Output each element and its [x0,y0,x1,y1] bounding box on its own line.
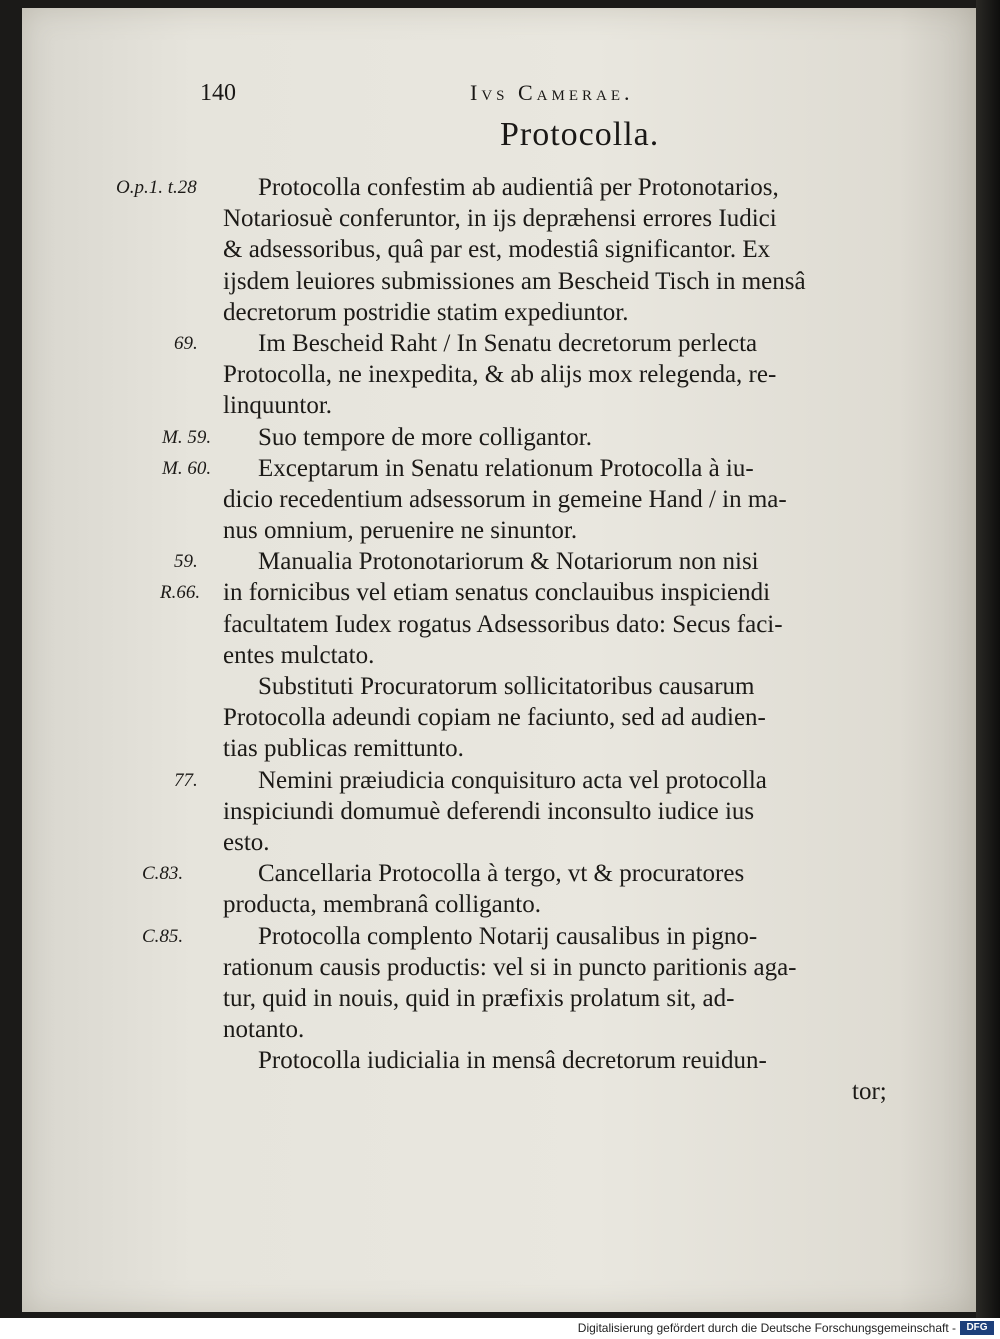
margin-reference: 69. [174,332,198,354]
paragraph [100,453,920,547]
text-line: & adsessoribus, quâ par est, modestiâ significantor. Ex [223,236,771,264]
text-line: dicio recedentium adsessorum in gemeine Hand / in ma- [223,485,787,513]
text-line: Substituti Procuratorum sollicitatoribus causarum [258,673,755,700]
text-line: Manualia Protonotariorum & Notariorum non nisi [258,548,759,576]
text-line: Notariosuè conferuntor, in ijs depræhensi errores Iudici [223,205,777,233]
funding-credit: Digitalisierung gefördert durch die Deutsche Forschungsgemeinschaft - [577,1321,956,1335]
page-number: 140 [200,80,236,106]
paragraph [100,671,920,765]
paragraph [100,546,920,671]
margin-reference: R.66. [160,582,201,604]
text-line: facultatem Iudex rogatus Adsessoribus dato: Secus faci- [223,610,783,638]
text-line: Protocolla adeundi copiam ne faciunto, sed ad audien- [223,704,766,732]
margin-reference: 59. [174,551,198,573]
paragraph [100,422,920,453]
text-line: ijsdem leuiores submissiones am Bescheid Tisch in mensâ [223,267,806,295]
text-line: Nemini præiudicia conquisituro acta vel protocolla [258,766,767,794]
text-line: Protocolla, ne inexpedita, & ab alijs mox relegenda, re- [223,361,777,389]
digitization-footer [0,1318,1000,1339]
dfg-logo: DFG [960,1321,994,1335]
text-line: tias publicas remittunto. [223,735,464,763]
text-line: Protocolla complento Notarij causalibus in pigno- [258,922,758,950]
text-line: tor; [852,1078,887,1106]
paragraph [100,172,920,328]
text-line: decretorum postridie statim expediuntor. [223,298,629,326]
margin-reference: C.83. [142,863,184,885]
text-line: Protocolla confestim ab audientiâ per Protonotarios, [258,174,779,201]
section-title: Protocolla. [500,116,660,153]
paragraph [100,765,920,859]
text-line: esto. [223,828,270,856]
margin-reference: 77. [174,769,198,791]
text-line: Protocolla iudicialia in mensâ decretorum reuidun- [258,1047,767,1075]
paragraph [100,858,920,920]
text-line: Im Bescheid Raht / In Senatu decretorum perlecta [258,329,758,357]
text-line: Cancellaria Protocolla à tergo, vt & procuratores [258,860,745,888]
margin-reference: M. 60. [162,457,212,479]
margin-reference: M. 59. [162,426,212,448]
paragraph [100,921,920,1046]
margin-reference: O.p.1. t.28 [116,177,197,198]
text-line: entes mulctato. [223,641,375,669]
book-edge [976,0,1000,1318]
text-line: producta, membranâ colliganto. [223,891,541,919]
text-line: inspiciundi domumuè deferendi inconsulto iudice ius [223,797,755,825]
text-line: Suo tempore de more colligantor. [258,423,592,451]
page-header [200,80,720,110]
text-line: linquuntor. [223,392,333,420]
text-line: rationum causis productis: vel si in puncto paritionis aga- [223,953,797,981]
text-line: Exceptarum in Senatu relationum Protocolla à iu- [258,454,754,482]
text-line: in fornicibus vel etiam senatus conclauibus inspiciendi [223,579,771,607]
text-line: notanto. [223,1016,305,1044]
running-head: Ivs Camerae. [470,80,634,105]
margin-reference: C.85. [142,925,184,947]
body-text [100,172,920,1108]
text-line: nus omnium, peruenire ne sinuntor. [223,517,578,545]
text-line: tur, quid in nouis, quid in præfixis prolatum sit, ad- [223,984,735,1012]
paragraph [100,1045,920,1107]
paragraph [100,328,920,422]
